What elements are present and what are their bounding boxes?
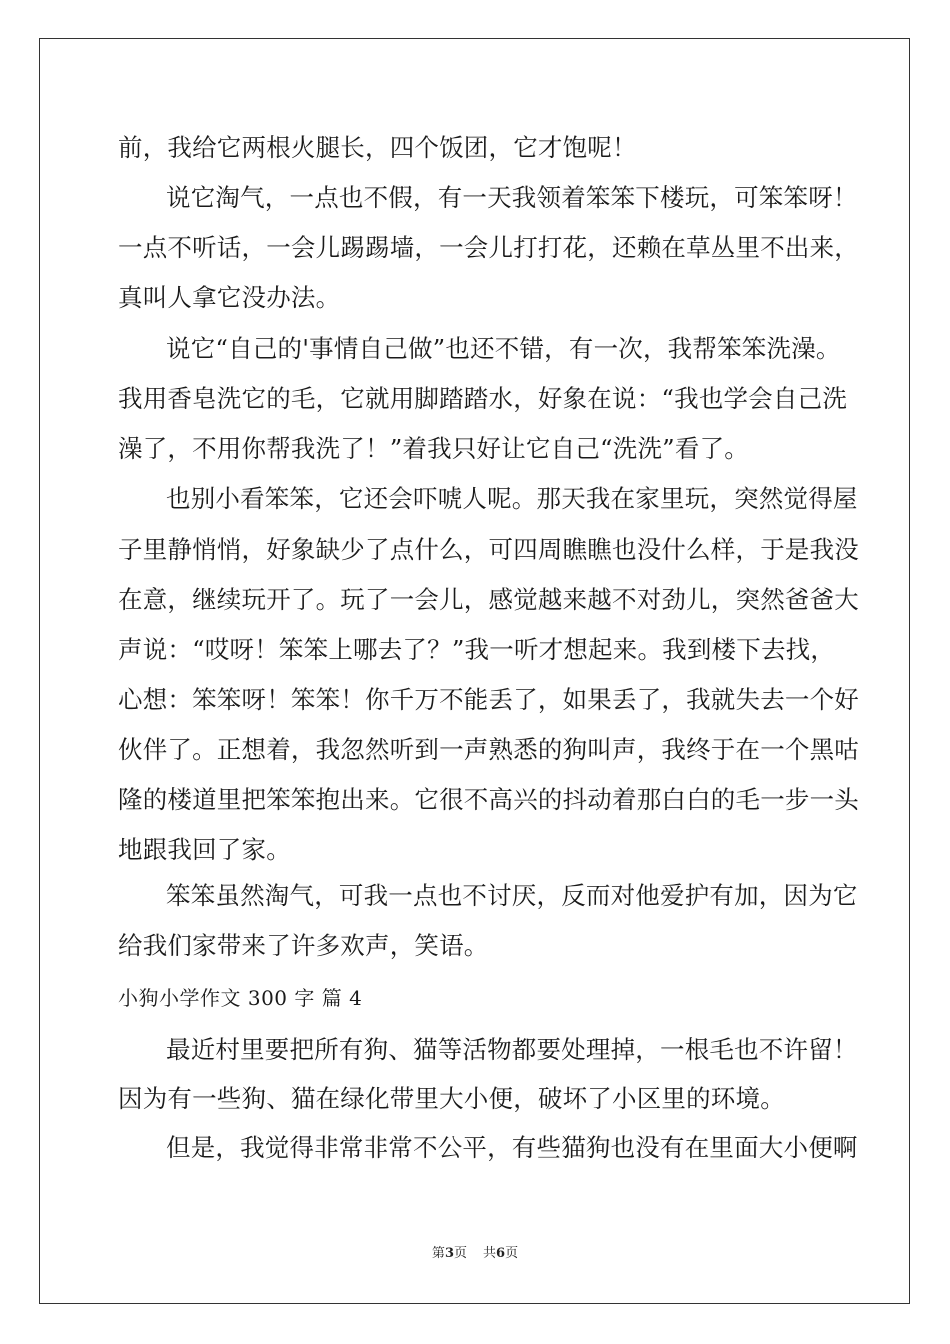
page-frame [39,38,910,1304]
paragraph-start: 笨笨虽然淘气，可我一点也不讨厌，反而对他爱护有加，因为它 [166,881,858,910]
text-line: 我用香皂洗它的毛，它就用脚踏踏水，好象在说：“我也学会自己洗 [118,384,848,413]
text-line: 一点不听话，一会儿踢踢墙，一会儿打打花，还赖在草丛里不出来， [118,233,859,262]
total-prefix: 共 [483,1246,497,1261]
paragraph-start: 说它“自己的'事情自己做”也还不错，有一次，我帮笨笨洗澡。 [166,334,841,363]
paragraph-start: 说它淘气，一点也不假，有一天我领着笨笨下楼玩，可笨笨呀！ [166,183,858,212]
text-line: 前，我给它两根火腿长，四个饭团，它才饱呢！ [118,133,637,162]
text-line: 真叫人拿它没办法。 [118,283,341,312]
total-suffix: 页 [505,1246,519,1261]
page-suffix: 页 [453,1246,467,1261]
page-footer [0,1245,950,1263]
text-line: 伙伴了。正想着，我忽然听到一声熟悉的狗叫声，我终于在一个黑咕 [118,735,859,764]
paragraph-start: 但是，我觉得非常非常不公平，有些猫狗也没有在里面大小便啊 [166,1133,858,1162]
page-prefix: 第 [431,1246,445,1261]
paragraph-start: 也别小看笨笨，它还会吓唬人呢。那天我在家里玩，突然觉得屋 [166,484,858,513]
text-line: 声说：“哎呀！笨笨上哪去了？”我一听才想起来。我到楼下去找， [118,635,836,664]
text-line: 给我们家带来了许多欢声，笑语。 [118,931,489,960]
text-line: 在意，继续玩开了。玩了一会儿，感觉越来越不对劲儿，突然爸爸大 [118,585,859,614]
text-line: 因为有一些狗、猫在绿化带里大小便，破坏了小区里的环境。 [118,1084,785,1113]
text-line: 隆的楼道里把笨笨抱出来。它很不高兴的抖动着那白白的毛一步一头 [118,785,859,814]
current-page-number: 3 [444,1246,454,1261]
text-line: 心想：笨笨呀！笨笨！你千万不能丢了，如果丢了，我就失去一个好 [118,685,859,714]
section-heading: 小狗小学作文 300 字 篇 4 [118,986,363,1010]
paragraph-start: 最近村里要把所有狗、猫等活物都要处理掉，一根毛也不许留！ [166,1035,858,1064]
text-line: 地跟我回了家。 [118,835,291,864]
total-page-number: 6 [496,1246,506,1261]
text-line: 澡了，不用你帮我洗了！”着我只好让它自己“洗洗”看了。 [118,434,749,463]
text-line: 子里静悄悄，好象缺少了点什么，可四周瞧瞧也没什么样，于是我没 [118,535,859,564]
